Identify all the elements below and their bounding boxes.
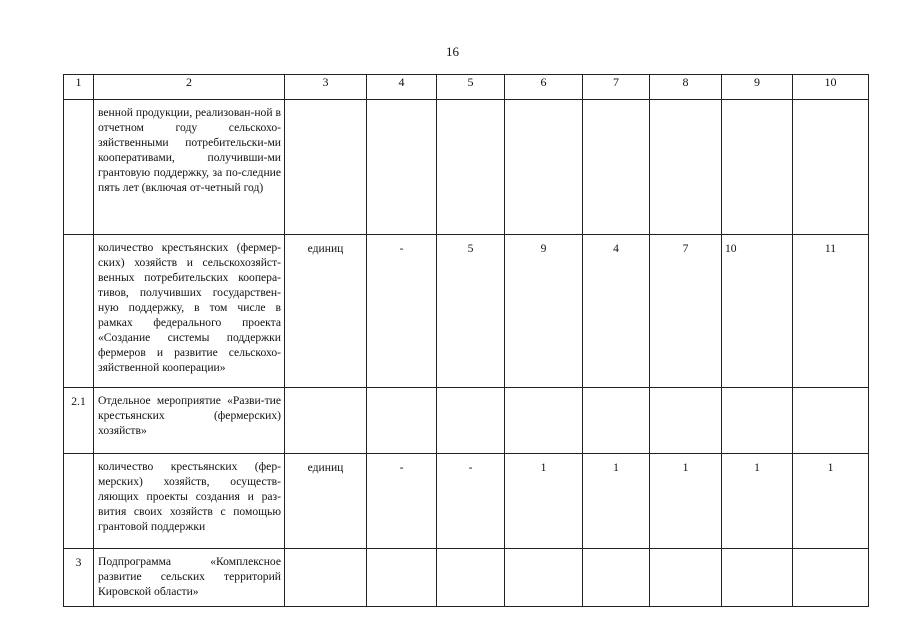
value-cell: 9 <box>505 235 583 388</box>
table-header-row <box>64 75 869 100</box>
value-cell <box>437 388 505 454</box>
header-cell: 5 <box>437 75 505 100</box>
row-number: 2.1 <box>64 388 94 454</box>
indicators-table <box>63 74 869 607</box>
row-number: 3 <box>64 549 94 607</box>
value-cell: 1 <box>583 454 650 549</box>
row-number <box>64 454 94 549</box>
value-cell <box>367 100 437 235</box>
value-cell: 1 <box>505 454 583 549</box>
value-cell: 4 <box>583 235 650 388</box>
header-cell: 9 <box>722 75 793 100</box>
table-row <box>64 549 869 607</box>
value-cell: 11 <box>793 235 869 388</box>
value-cell: - <box>367 454 437 549</box>
value-cell <box>650 549 722 607</box>
table-row <box>64 454 869 549</box>
unit-cell: единиц <box>285 454 367 549</box>
value-cell <box>437 549 505 607</box>
indicator-name: количество крестьянских (фер-мерских) хозяйств, осуществ-ляющих проекты создания и раз-вития своих хозяйств с помощью грантовой поддержки <box>94 454 285 549</box>
table-row <box>64 100 869 235</box>
value-cell: 10 <box>722 235 793 388</box>
unit-cell <box>285 549 367 607</box>
header-cell: 7 <box>583 75 650 100</box>
indicator-name: количество крестьянских (фермер-ских) хозяйств и сельскохозяйст-венных потребительских коопера-тивов, получивших государствен-ную поддержку, в том числе в рамках федерального проекта «Создание системы поддержки фермеров и развитие сельскохо-зяйственной кооперации» <box>94 235 285 388</box>
row-number <box>64 100 94 235</box>
value-cell <box>722 388 793 454</box>
value-cell <box>367 388 437 454</box>
value-cell <box>367 549 437 607</box>
header-cell: 1 <box>64 75 94 100</box>
value-cell: 5 <box>437 235 505 388</box>
header-cell: 3 <box>285 75 367 100</box>
value-cell <box>650 388 722 454</box>
value-cell: - <box>367 235 437 388</box>
unit-cell <box>285 100 367 235</box>
value-cell: 7 <box>650 235 722 388</box>
value-cell <box>583 388 650 454</box>
value-cell: - <box>437 454 505 549</box>
value-cell <box>650 100 722 235</box>
table-row <box>64 235 869 388</box>
value-cell: 1 <box>793 454 869 549</box>
unit-cell <box>285 388 367 454</box>
value-cell <box>722 100 793 235</box>
header-cell: 10 <box>793 75 869 100</box>
value-cell <box>583 100 650 235</box>
value-cell <box>583 549 650 607</box>
value-cell <box>793 100 869 235</box>
page-number: 16 <box>446 44 459 59</box>
header-cell: 8 <box>650 75 722 100</box>
value-cell <box>793 388 869 454</box>
indicator-name: Отдельное мероприятие «Разви-тие крестьянских (фермерских) хозяйств» <box>94 388 285 454</box>
header-cell: 4 <box>367 75 437 100</box>
value-cell <box>722 549 793 607</box>
value-cell: 1 <box>722 454 793 549</box>
indicator-name: венной продукции, реализован-ной в отчетном году сельскохо-зяйственными потребительски-ми кооперативами, получивши-ми грантовую поддержку, за по-следние пять лет (включая от-четный год) <box>94 100 285 235</box>
value-cell <box>505 388 583 454</box>
value-cell <box>793 549 869 607</box>
unit-cell: единиц <box>285 235 367 388</box>
header-cell: 2 <box>94 75 285 100</box>
indicator-name: Подпрограмма «Комплексное развитие сельских территорий Кировской области» <box>94 549 285 607</box>
value-cell <box>505 549 583 607</box>
value-cell: 1 <box>650 454 722 549</box>
header-cell: 6 <box>505 75 583 100</box>
value-cell <box>505 100 583 235</box>
row-number <box>64 235 94 388</box>
value-cell <box>437 100 505 235</box>
table-row <box>64 388 869 454</box>
